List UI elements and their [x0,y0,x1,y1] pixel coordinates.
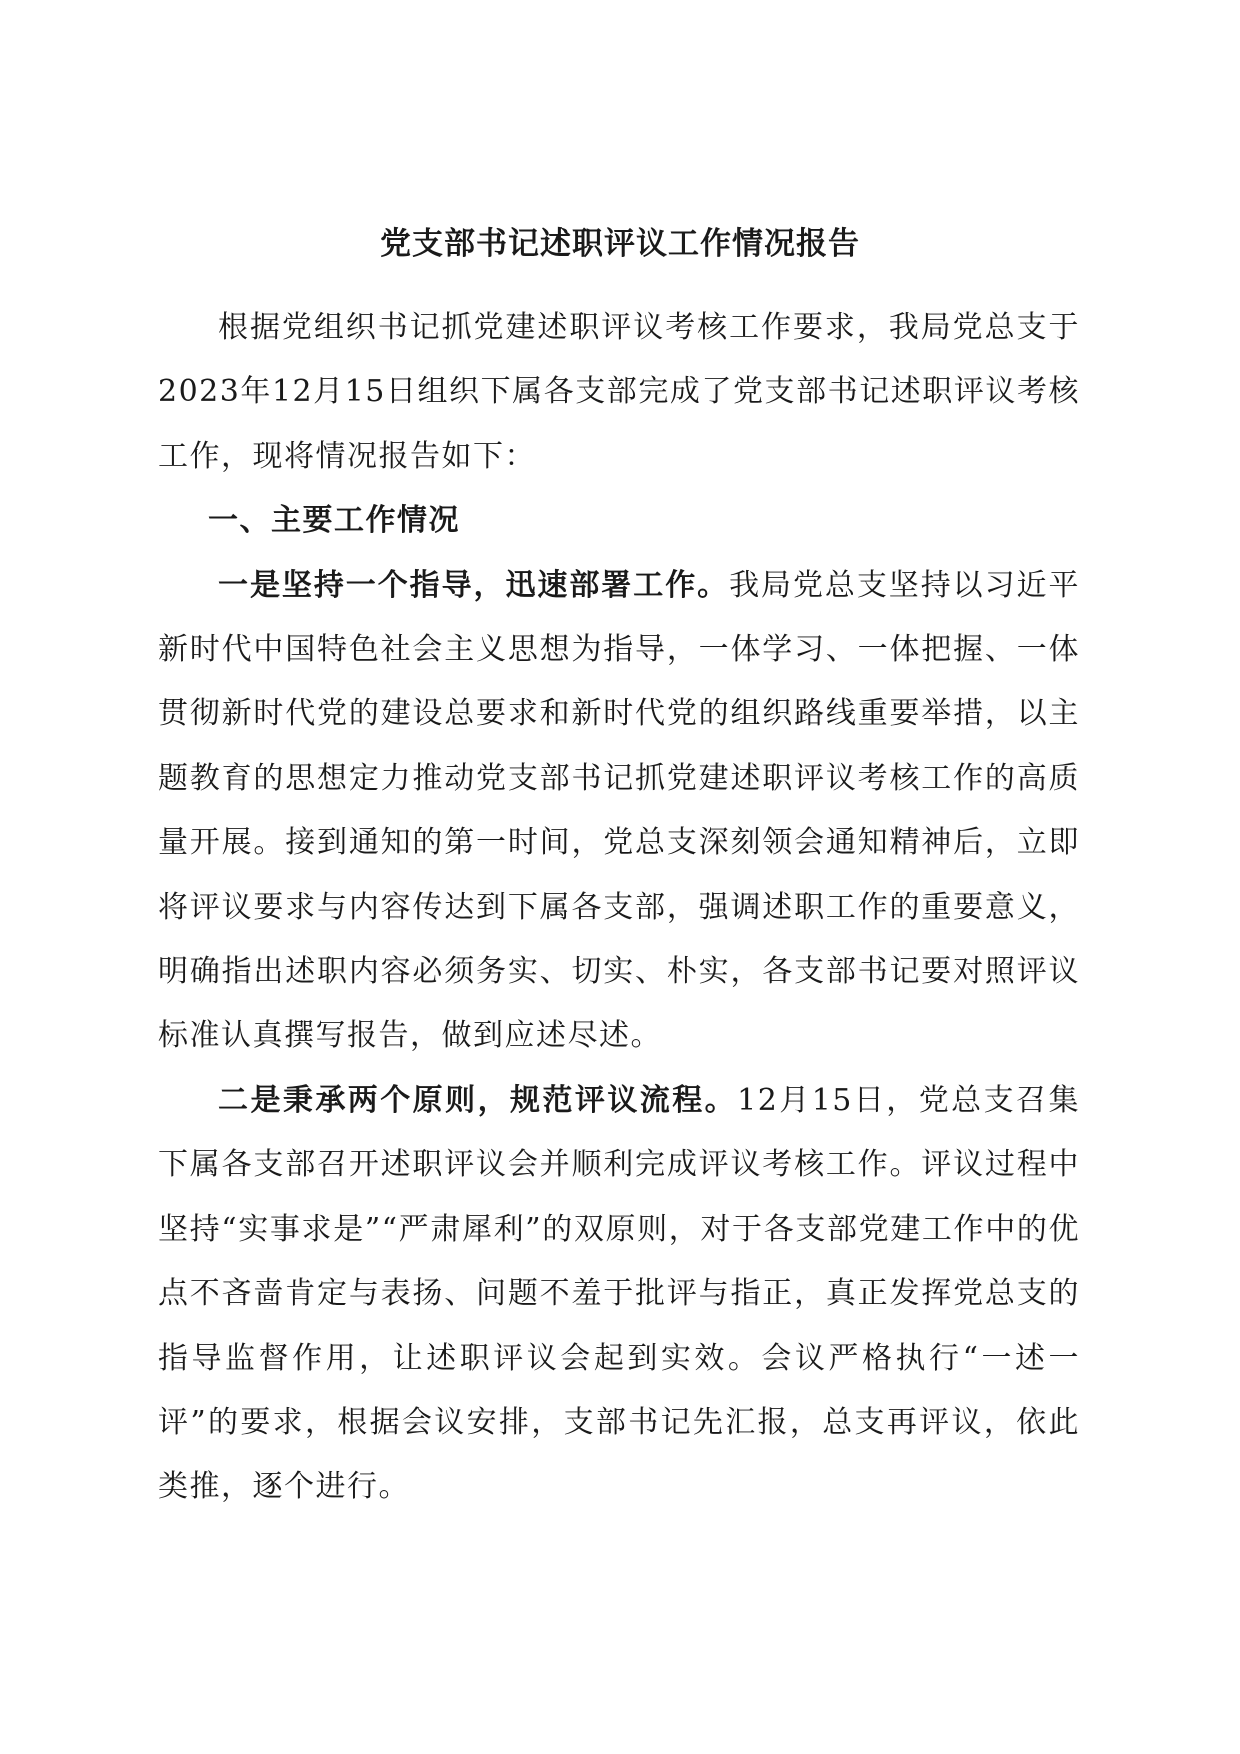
point-two-paragraph [158,1069,1080,1520]
document-body [158,296,1080,1520]
document-title: 党支部书记述职评议工作情况报告 [380,226,860,262]
point-one-paragraph [158,554,1080,1069]
point-one-text: 我局党总支坚持以习近平新时代中国特色社会主义思想为指导，一体学习、一体把握、一体贯彻新时代党的建设总要求和新时代党的组织路线重要举措，以主题教育的思想定力推动党支部书记抓党建述职评议考核工作的高质量开展。接到通知的第一时间，党总支深刻领会通知精神后，立即将评议要求与内容传达到下属各支部，强调述职工作的重要意义，明确指出述职内容必须务实、切实、朴实，各支部书记要对照评议标准认真撰写报告，做到应述尽述。 [158,567,1081,1054]
section-heading: 一、主要工作情况 [208,503,460,539]
point-one-lead: 一是坚持一个指导，迅速部署工作。 [218,567,730,603]
intro-paragraph: 根据党组织书记抓党建述职评议考核工作要求，我局党总支于2023年12月15日组织下属各支部完成了党支部书记述职评议考核工作，现将情况报告如下： [158,310,1080,474]
point-two-lead: 二是秉承两个原则，规范评议流程。 [218,1082,738,1118]
point-two-text: 12月15日，党总支召集下属各支部召开述职评议会并顺利完成评议考核工作。评议过程中坚持“实事求是”“严肃犀利”的双原则，对于各支部党建工作中的优点不吝啬肯定与表扬、问题不羞于批评与指正，真正发挥党总支的指导监督作用，让述职评议会起到实效。会议严格执行“一述一评”的要求，根据会议安排，支部书记先汇报，总支再评议，依此类推，逐个进行。 [158,1082,1080,1505]
